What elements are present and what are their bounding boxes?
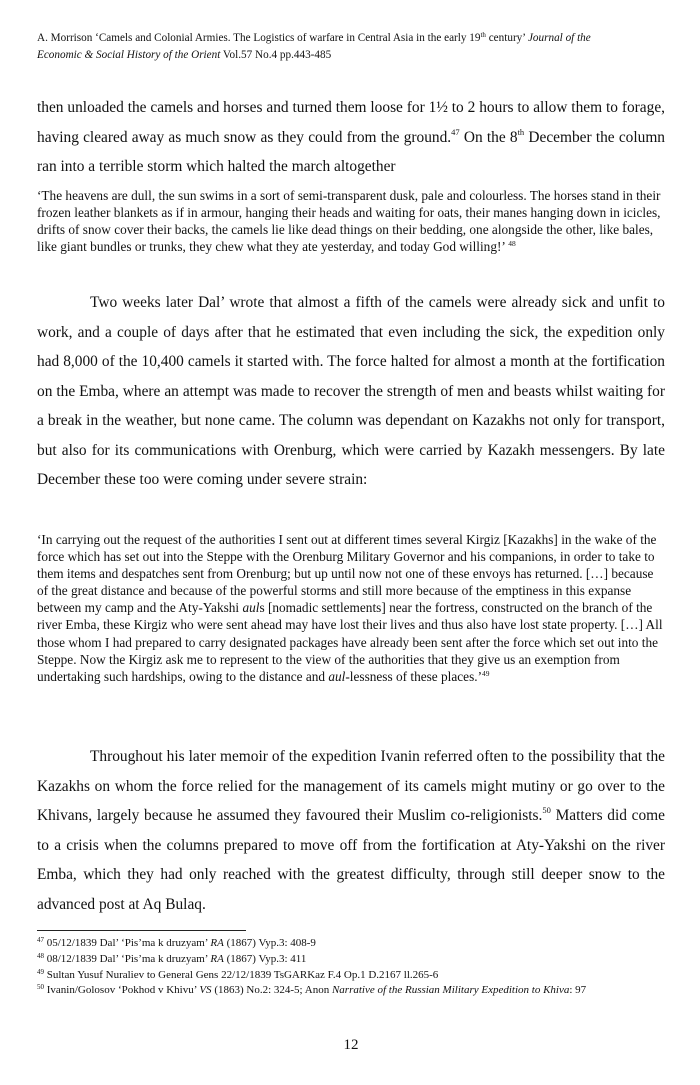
footnote-ref-47[interactable]: 47: [451, 126, 460, 137]
footnotes: [37, 936, 665, 999]
block-quote-2: ‘In carrying out the request of the authorities I sent out at different times several Kirgiz [Kazakhs] in the wake of the force which has set out into the Steppe with the Orenburg Military Governor and his companions, in order to take to them items and despatches sent from Orenburg; but up until now not one of these envoys has returned. […] because of the great distance and because of the powerful storms and still more because of the emptiness in this expanse between my camp and the Aty-Yakshi auls [nomadic settlements] near the fortress, constructed on the branch of the river Emba, these Kirgiz who were sent ahead may have lost their lives and thus also have lost state property. […] All those whom I had prepared to carry designated packages have already been sent after the force which set out into the Steppe. Now the Kirgiz ask me to represent to the view of the authorities that they give us an exemption from undertaking such hardships, owing to the distance and aul-lessness of these places.’$^{49}$: [37, 532, 663, 684]
footnote-49: $^{49}$ Sultan Yusuf Nuraliev to General Gens 22/12/1839 TsGARKaz F.4 Op.1 D.2167 ll.265-6: [37, 967, 439, 981]
footnote-separator: [37, 930, 246, 931]
paragraph-1: then unloaded the camels and horses and turned them loose for 1½ to 2 hours to allow them to forage, having cleared away as much snow as they could from the ground.$^{47}$ On the 8th December the column ran into a terrible storm which halted the march altogether: [37, 99, 665, 175]
footnote-47: $^{47}$ 05/12/1839 Dal’ ‘Pis’ma k druzyam’ RA (1867) Vyp.3: 408-9: [37, 936, 316, 949]
paragraph-2: Two weeks later Dal’ wrote that almost a fifth of the camels were already sick and unfit to work, and a couple of days after that he estimated that even including the sick, the expedition only had 8,000 of the 10,400 camels it started with. The force halted for almost a month at the fortification on the Emba, where an attempt was made to recover the strength of men and beasts whilst waiting for a break in the weather, but none came. The column was dependant on Kazakhs not only for transport, but also for its communications with Orenburg, which were carried by Kazakh messengers. By late December these too were coming under severe strain:: [37, 294, 665, 488]
header-line-2: Economic & Social History of the Orient Vol.57 No.4 pp.443-485: [37, 49, 332, 61]
header-line-1: A. Morrison ‘Camels and Colonial Armies. The Logistics of warfare in Central Asia in the early 19th century’ Journal of the: [37, 31, 591, 44]
journal-title: Journal of the: [527, 32, 591, 44]
running-header: [37, 30, 665, 64]
page-number: 12: [343, 1037, 359, 1053]
block-quote-1: ‘The heavens are dull, the sun swims in a sort of semi-transparent dusk, pale and colourless. The horses stand in their frozen leather blankets as if in armour, hanging their heads and waiting for oats, their manes hanging down in icicles, drifts of snow cover their backs, the camels lie like dead things on their bedding, one alongside the other, like bales, like giant bundles or trunks, they chew what they ate yesterday, and today God willing!’ $^{48}$: [37, 188, 661, 255]
footnote-50: $^{50}$ Ivanin/Golosov ‘Pokhod v Khivu’ VS (1863) No.2: 324-5; Anon Narrative of the Russian Military Expedition to Khiva: 97: [37, 983, 587, 997]
footnote-ref-50[interactable]: 50: [542, 805, 551, 815]
journal-title-cont: Economic & Social History of the Orient: [37, 49, 221, 61]
footnote-ref-48[interactable]: 48: [508, 239, 516, 249]
paragraph-3: Throughout his later memoir of the expedition Ivanin referred often to the possibility that the Kazakhs on whom the force relied for the management of its camels might mutiny or go over to the Khivans, largely because he assumed they favoured their Muslim co-religionists.$^{50}$ Matters did come to a crisis when the columns prepared to move off from the fortification at Aty-Yakshi on the river Emba, which they had only reached with the greatest difficulty, through still deeper snow to the advanced post at Aq Bulaq.: [37, 748, 665, 913]
footnote-48: $^{48}$ 08/12/1839 Dal’ ‘Pis’ma k druzyam’ RA (1867) Vyp.3: 411: [37, 951, 307, 965]
footnote-ref-49[interactable]: 49: [482, 668, 490, 678]
